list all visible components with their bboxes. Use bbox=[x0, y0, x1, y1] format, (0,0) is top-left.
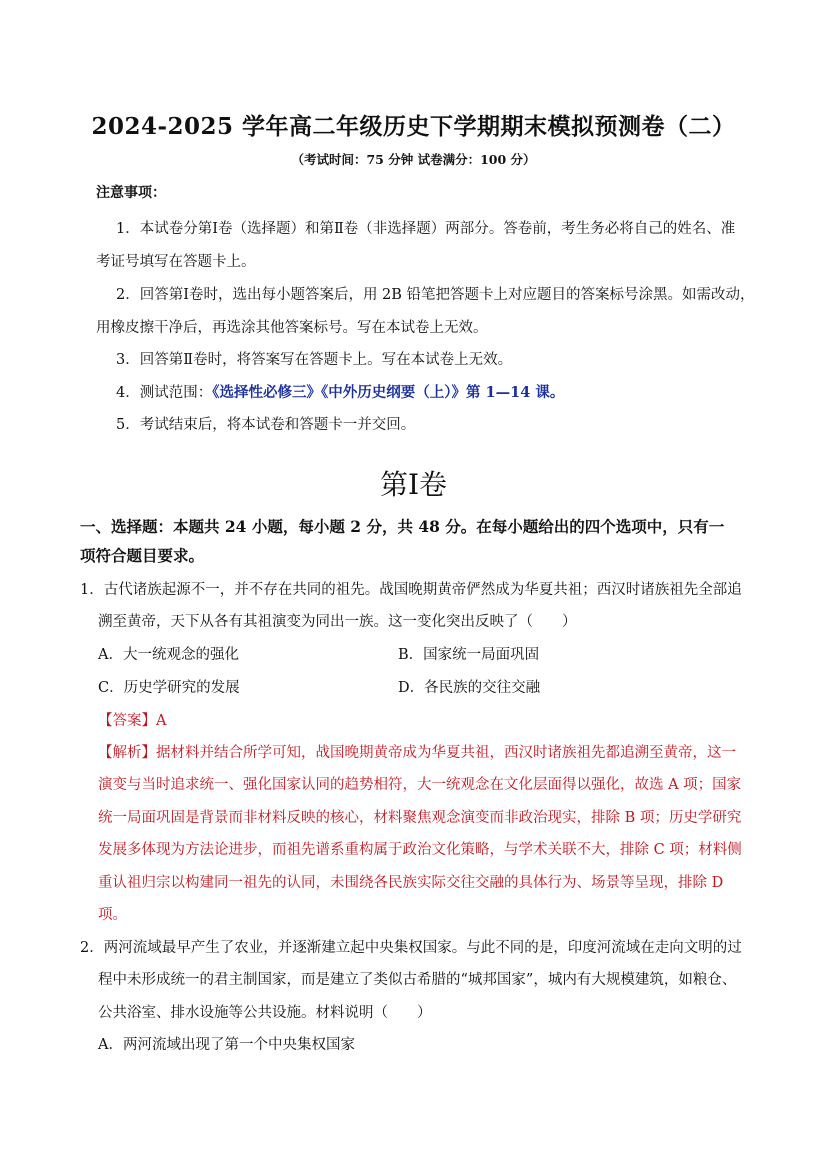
q1-analysis-line-3: 统一局面巩固是背景而非材料反映的核心，材料聚焦观念演变而非政治现实，排除 B 项；历史学研究 bbox=[98, 810, 742, 826]
q1-analysis-line-1: 【解析】据材料并结合所学可知，战国晚期黄帝成为华夏共祖，西汉时诸族祖先都追溯至黄帝，这一 bbox=[98, 745, 736, 761]
q1-answer: 【答案】A bbox=[98, 713, 167, 729]
part-title: 第Ⅰ卷 bbox=[379, 468, 448, 501]
q1-option-a: A．大一统观念的强化 bbox=[98, 647, 239, 663]
q2-stem-line-2: 程中未形成统一的君主制国家，而是建立了类似古希腊的“城邦国家”，城内有大规模建筑，如粮仓、 bbox=[98, 972, 737, 988]
q2-stem-line-3: 公共浴室、排水设施等公共设施。材料说明（ ） bbox=[98, 1005, 432, 1021]
q2-option-a: A．两河流域出现了第一个中央集权国家 bbox=[98, 1037, 355, 1053]
section-heading-line-1: 一、选择题：本题共 24 小题，每小题 2 分，共 48 分。在每小题给出的四个选项中，只有一 bbox=[80, 517, 725, 536]
section-heading-line-2: 项符合题目要求。 bbox=[80, 546, 205, 565]
q1-option-c: C．历史学研究的发展 bbox=[98, 680, 240, 696]
page-title: 2024-2025 学年高二年级历史下学期期末模拟预测卷（二） bbox=[91, 113, 736, 140]
q2-stem-line-1: 2．两河流域最早产生了农业，并逐渐建立起中央集权国家。与此不同的是，印度河流域在走向文明的过 bbox=[80, 940, 742, 956]
note-4 bbox=[116, 381, 564, 402]
note-3: 3．回答第Ⅱ卷时，将答案写在答题卡上。写在本试卷上无效。 bbox=[116, 352, 513, 368]
q1-stem-line-2: 溯至黄帝，天下从各有其祖演变为同出一族。这一变化突出反映了（ ） bbox=[98, 614, 577, 630]
notes-heading: 注意事项： bbox=[96, 185, 166, 201]
note-1-line-2: 考证号填写在答题卡上。 bbox=[96, 254, 256, 270]
q1-analysis-line-5: 重认祖归宗以构建同一祖先的认同，未围绕各民族实际交往交融的具体行为、场景等呈现，排除 D bbox=[98, 875, 724, 891]
q1-analysis-line-6: 项。 bbox=[98, 907, 127, 923]
note-5: 5．考试结束后，将本试卷和答题卡一并交回。 bbox=[116, 417, 416, 433]
test-range: 《选择性必修三》《中外历史纲要（上）》第 1—14 课。 bbox=[212, 384, 565, 401]
note-1-line-1: 1．本试卷分第Ⅰ卷（选择题）和第Ⅱ卷（非选择题）两部分。答卷前，考生务必将自己的姓名、准 bbox=[116, 221, 736, 237]
q1-option-d: D．各民族的交往交融 bbox=[398, 680, 541, 696]
exam-info: （考试时间：75 分钟 试卷满分：100 分） bbox=[291, 152, 536, 167]
q1-option-b: B．国家统一局面巩固 bbox=[398, 647, 540, 663]
q1-stem-line-1: 1．古代诸族起源不一，并不存在共同的祖先。战国晚期黄帝俨然成为华夏共祖；西汉时诸族祖先全部追 bbox=[80, 582, 742, 598]
note-2-line-1: 2．回答第Ⅰ卷时，选出每小题答案后，用 2B 铅笔把答题卡上对应题目的答案标号涂黑。如需改动， bbox=[116, 287, 755, 303]
q1-analysis-line-2: 演变与当时追求统一、强化国家认同的趋势相符，大一统观念在文化层面得以强化，故选 A 项；国家 bbox=[98, 777, 742, 793]
note-4-prefix: 4．测试范围： bbox=[116, 385, 213, 401]
q1-analysis-line-4: 发展多体现为方法论进步，而祖先谱系重构属于政治文化策略，与学术关联不大，排除 C 项；材料侧 bbox=[98, 842, 742, 858]
note-2-line-2: 用橡皮擦干净后，再选涂其他答案标号。写在本试卷上无效。 bbox=[96, 320, 488, 336]
